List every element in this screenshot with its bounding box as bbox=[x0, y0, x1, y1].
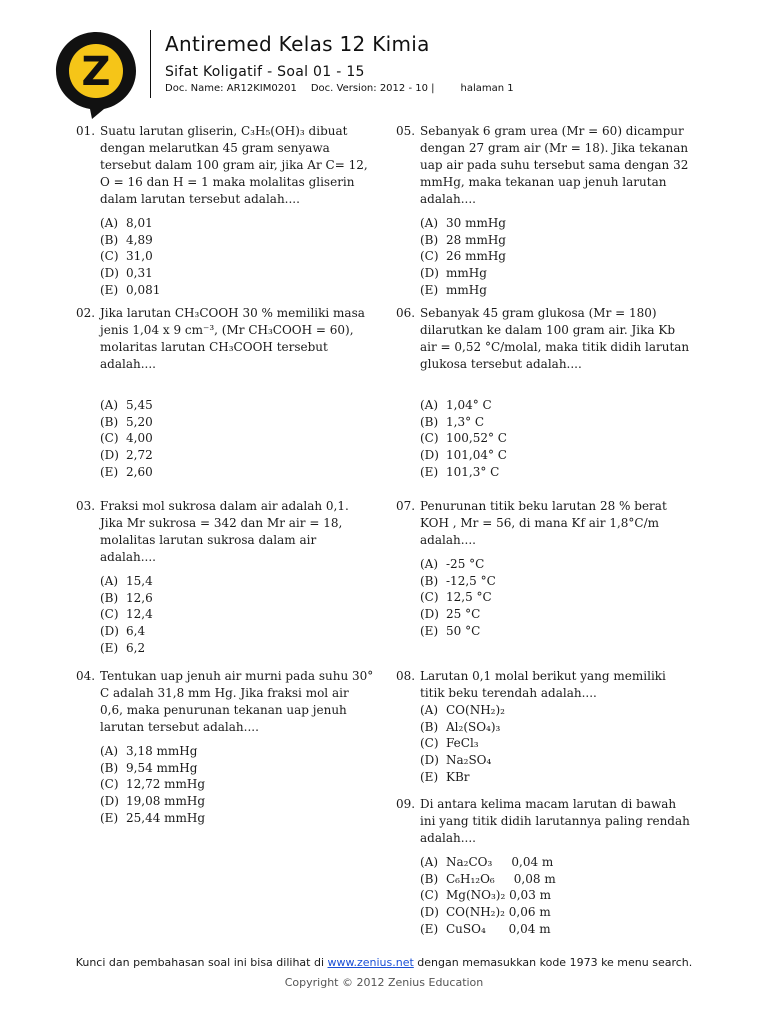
option-item: (D) 6,4 bbox=[100, 624, 146, 639]
question-stem: Penurunan titik beku larutan 28 % berat KOH , Mr = 56, di mana Kf air 1,8°C/m adalah.... bbox=[420, 499, 667, 547]
option-item: (A) CO(NH₂)₂ bbox=[420, 703, 505, 717]
option-item: (B) 12,6 bbox=[100, 590, 153, 605]
page-subtitle: Sifat Koligatif - Soal 01 - 15 bbox=[165, 64, 365, 80]
zenius-logo bbox=[54, 30, 138, 120]
option-item: (C) 12,72 mmHg bbox=[100, 777, 206, 792]
option-item: (E) 0,081 bbox=[100, 282, 161, 297]
question-number: 02. bbox=[76, 306, 96, 320]
question-number: 07. bbox=[396, 499, 416, 513]
question-stem: Jika larutan CH₃COOH 30 % memiliki masa jenis 1,04 x 9 cm⁻³, (Mr CH₃COOH = 60), molaritas larutan CH₃COOH tersebut adalah.... bbox=[100, 306, 365, 371]
option-item: (A) 3,18 mmHg bbox=[100, 744, 198, 758]
question-stem: Di antara kelima macam larutan di bawah ini yang titik didih larutannya paling rendah adalah.... bbox=[420, 797, 690, 845]
option-item: (E) 6,2 bbox=[100, 640, 146, 655]
option-item: (C) FeCl₃ bbox=[420, 736, 479, 751]
option-list bbox=[100, 743, 396, 826]
option-item: (C) Mg(NO₃)₂ 0,03 m bbox=[420, 888, 552, 903]
option-item: (D) mmHg bbox=[420, 266, 487, 281]
option-item: (E) 101,3° C bbox=[420, 464, 500, 479]
question-number: 08. bbox=[396, 669, 416, 683]
option-item: (E) 25,44 mmHg bbox=[100, 810, 206, 825]
question-04 bbox=[76, 668, 396, 826]
option-item: (D) Na₂SO₄ bbox=[420, 753, 492, 768]
question-stem: Fraksi mol sukrosa dalam air adalah 0,1. Jika Mr sukrosa = 342 dan Mr air = 18, molalitas larutan sukrosa dalam air adalah.... bbox=[100, 499, 349, 564]
question-number: 03. bbox=[76, 499, 96, 513]
question-number: 04. bbox=[76, 669, 96, 683]
logo-letter: Z bbox=[81, 49, 111, 95]
question-number: 01. bbox=[76, 124, 96, 138]
option-list bbox=[420, 854, 716, 937]
question-09 bbox=[396, 796, 716, 937]
option-item: (E) KBr bbox=[420, 769, 470, 784]
option-item: (B) 9,54 mmHg bbox=[100, 760, 198, 775]
option-item: (D) CO(NH₂)₂ 0,06 m bbox=[420, 905, 551, 920]
doc-version: Doc. Version: 2012 - 10 | bbox=[310, 83, 435, 94]
page-title: Antiremed Kelas 12 Kimia bbox=[165, 32, 430, 56]
question-stem: Larutan 0,1 molal berikut yang memiliki titik beku terendah adalah.... bbox=[420, 669, 666, 700]
question-number: 09. bbox=[396, 797, 416, 811]
question-03 bbox=[76, 498, 396, 656]
option-item: (A) 1,04° C bbox=[420, 398, 492, 412]
option-item: (B) 4,89 bbox=[100, 232, 153, 247]
header-divider bbox=[150, 30, 151, 98]
option-item: (A) 8,01 bbox=[100, 216, 153, 230]
logo-badge-icon bbox=[54, 30, 138, 120]
question-06 bbox=[396, 305, 716, 480]
question-stem: Sebanyak 45 gram glukosa (Mr = 180) dilarutkan ke dalam 100 gram air. Jika Kb air = 0,52 °C/molal, maka titik didih larutan glukosa tersebut adalah.... bbox=[420, 306, 690, 371]
zenius-link[interactable]: www.zenius.net bbox=[327, 956, 414, 969]
question-05 bbox=[396, 123, 716, 298]
option-item: (E) mmHg bbox=[420, 282, 487, 297]
option-item: (D) 0,31 bbox=[100, 266, 153, 281]
question-07 bbox=[396, 498, 716, 639]
option-item: (B) -12,5 °C bbox=[420, 573, 496, 588]
option-item: (D) 19,08 mmHg bbox=[100, 794, 206, 809]
question-01 bbox=[76, 123, 396, 298]
option-item: (C) 12,5 °C bbox=[420, 590, 492, 605]
question-number: 05. bbox=[396, 124, 416, 138]
option-item: (A) 15,4 bbox=[100, 574, 153, 588]
option-list bbox=[420, 215, 716, 298]
question-stem: Tentukan uap jenuh air murni pada suhu 30° C adalah 31,8 mm Hg. Jika fraksi mol air 0,6, maka penurunan tekanan uap jenuh larutan tersebut adalah.... bbox=[100, 669, 374, 734]
option-list bbox=[420, 397, 716, 480]
option-item: (C) 100,52° C bbox=[420, 431, 507, 446]
doc-name: Doc. Name: AR12KIM0201 bbox=[165, 83, 297, 94]
option-item: (C) 4,00 bbox=[100, 431, 153, 446]
footer-note: Kunci dan pembahasan soal ini bisa dilihat di www.zenius.net dengan memasukkan kode 1973 ke menu search. bbox=[75, 956, 693, 969]
option-item: (B) 5,20 bbox=[100, 414, 153, 429]
option-list bbox=[100, 573, 396, 656]
option-list bbox=[420, 556, 716, 639]
question-stem: Sebanyak 6 gram urea (Mr = 60) dicampur dengan 27 gram air (Mr = 18). Jika tekanan uap air pada suhu tersebut sama dengan 32 mmHg, maka tekanan uap jenuh larutan adalah.... bbox=[420, 124, 689, 206]
option-item: (A) 5,45 bbox=[100, 398, 153, 412]
option-item: (D) 2,72 bbox=[100, 448, 153, 463]
question-number: 06. bbox=[396, 306, 416, 320]
copyright: Copyright © 2012 Zenius Education bbox=[284, 976, 484, 989]
option-item: (E) 50 °C bbox=[420, 623, 481, 638]
option-item: (B) Al₂(SO₄)₃ bbox=[420, 719, 501, 734]
option-list bbox=[100, 215, 396, 298]
option-list bbox=[420, 702, 716, 785]
option-item: (E) 2,60 bbox=[100, 464, 153, 479]
question-02 bbox=[76, 305, 396, 480]
option-item: (B) 28 mmHg bbox=[420, 232, 506, 247]
option-item: (A) -25 °C bbox=[420, 557, 485, 571]
question-08 bbox=[396, 668, 716, 785]
option-item: (B) C₆H₁₂O₆ 0,08 m bbox=[420, 871, 556, 886]
option-item: (D) 25 °C bbox=[420, 607, 481, 622]
option-list bbox=[100, 397, 396, 480]
option-item: (C) 12,4 bbox=[100, 607, 153, 622]
doc-info bbox=[165, 83, 514, 94]
option-item: (E) CuSO₄ 0,04 m bbox=[420, 921, 551, 936]
page-number: halaman 1 bbox=[460, 83, 514, 94]
option-item: (B) 1,3° C bbox=[420, 414, 485, 429]
option-item: (D) 101,04° C bbox=[420, 448, 507, 463]
option-item: (A) 30 mmHg bbox=[420, 216, 506, 230]
option-item: (A) Na₂CO₃ 0,04 m bbox=[420, 855, 554, 869]
option-item: (C) 26 mmHg bbox=[420, 249, 506, 264]
option-item: (C) 31,0 bbox=[100, 249, 153, 264]
question-stem: Suatu larutan gliserin, C₃H₅(OH)₃ dibuat dengan melarutkan 45 gram senyawa tersebut dalam 100 gram air, jika Ar C= 12, O = 16 dan H = 1 maka molalitas gliserin dalam larutan tersebut adalah.... bbox=[100, 124, 368, 206]
